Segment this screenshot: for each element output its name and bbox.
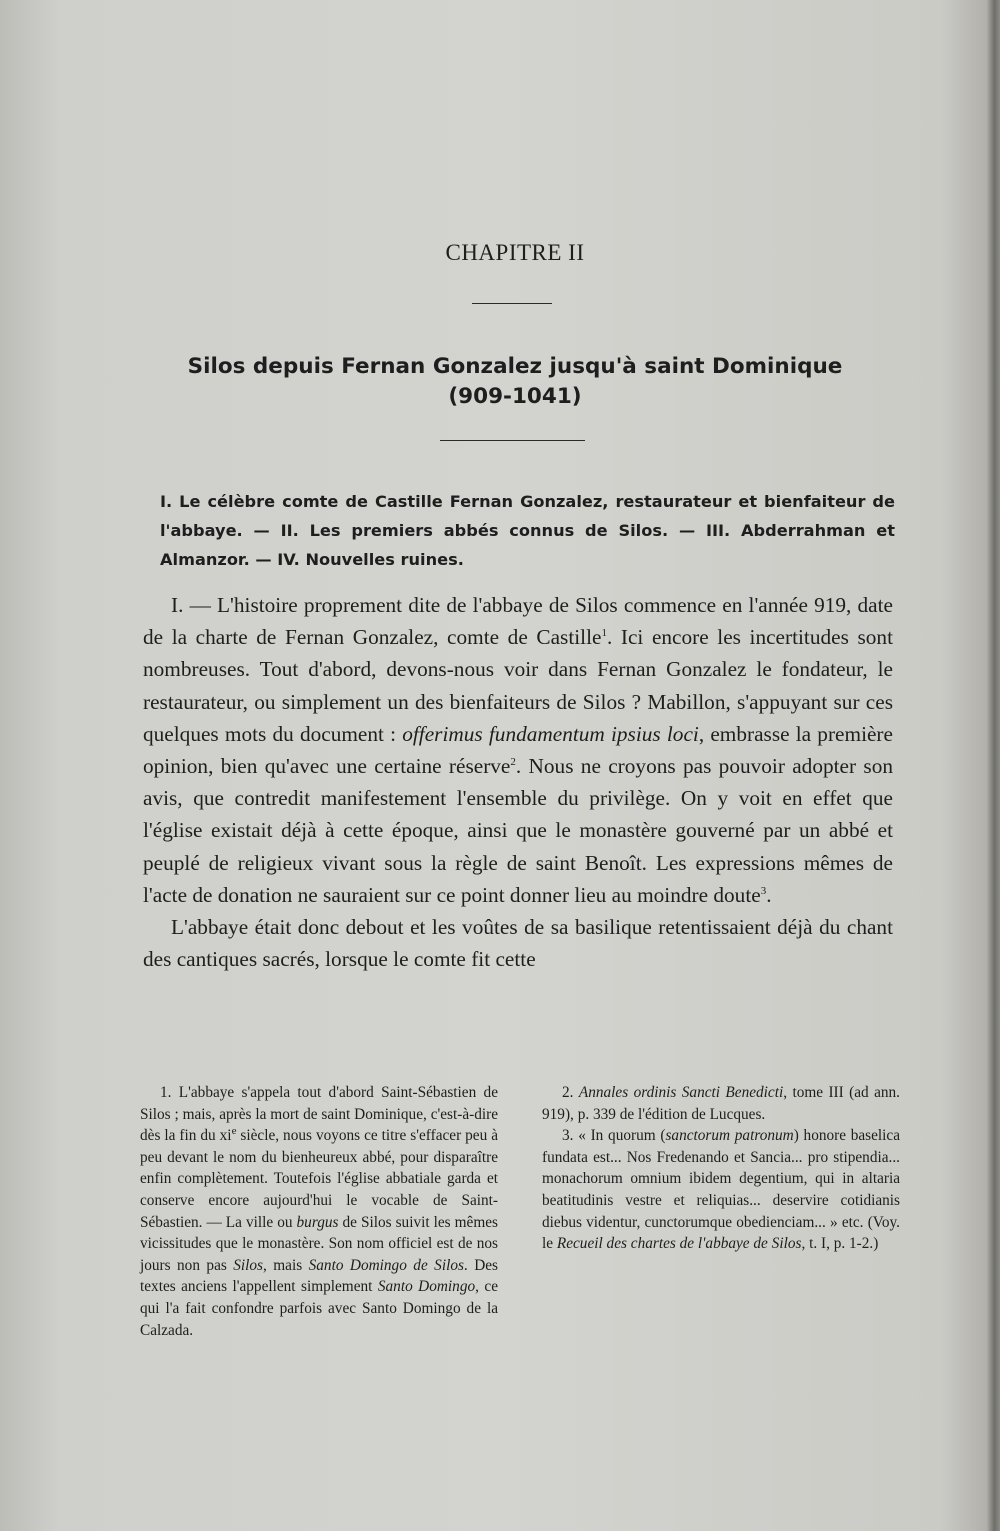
chapter-rule — [472, 303, 552, 304]
footnote-ref-2: 2 — [510, 755, 516, 768]
footnotes-column-right — [542, 1082, 900, 1341]
footnote-text: siècle, nous voyons ce titre s'effacer peu à peu devant le nom du bienheureux abbé, pour disparaître enfin complètement. Toutefois l'église abbatiale garda et conserve encore aujourd'hui le vocable de Saint-Sébastien. — La ville ou — [140, 1127, 498, 1231]
footnote-text: 3. « In quorum ( — [562, 1127, 666, 1145]
footnote-3 — [542, 1125, 900, 1255]
footnote-italic: Santo Domingo — [377, 1278, 476, 1296]
footnote-text: , mais — [263, 1256, 309, 1274]
page-edge-shadow — [986, 0, 1000, 1531]
footnote-text: , t. I, p. 1-2.) — [801, 1235, 879, 1253]
body-text-run: I. — L'histoire proprement dite de l'abbaye de Silos commence en l'année 919, date de la charte de Fernan Gonzalez, comte de Castille — [143, 593, 893, 650]
footnote-ref-3: 3 — [760, 884, 767, 897]
footnote-text: , tome III (ad ann. 919), p. 339 de l'édition de Lucques. — [542, 1084, 900, 1123]
footnotes-column-left — [140, 1082, 498, 1341]
footnote-text: . Des textes anciens l'appellent simplement — [140, 1256, 498, 1296]
footnote-italic: Recueil des chartes de l'abbaye de Silos — [556, 1235, 802, 1253]
footnote-text: , ce qui l'a fait confondre parfois avec Santo Domingo de la Calzada. — [140, 1278, 498, 1339]
footnote-text: de Silos suivit les mêmes vicissitudes que le monastère. Son nom officiel est de nos jours non pas — [140, 1213, 498, 1274]
superscript: e — [231, 1125, 237, 1138]
footnote-italic: burgus — [296, 1213, 339, 1231]
chapter-title-line1: Silos depuis Fernan Gonzalez jusqu'à saint Dominique — [187, 354, 843, 379]
footnote-2 — [542, 1082, 900, 1125]
body-text-run: , embrasse la première opinion, bien qu'avec une certaine réserve — [143, 721, 893, 779]
footnote-italic: Annales ordinis Sancti Benedicti — [578, 1084, 784, 1101]
footnote-italic: Silos — [233, 1256, 264, 1274]
footnote-text: 1. L'abbaye s'appela tout d'abord Saint-Sébastien de Silos ; mais, après la mort de saint Dominique, c'est-à-dire dès la fin du — [140, 1084, 498, 1145]
body-text — [143, 589, 893, 975]
latin-quote: offerimus fundamentum ipsius loci — [402, 721, 699, 746]
title-rule — [440, 440, 585, 441]
body-text-run: . — [766, 882, 772, 907]
chapter-title-dates: (909-1041) — [448, 384, 582, 409]
body-paragraph-1 — [143, 589, 893, 911]
footnote-italic: Santo Domingo de Silos — [308, 1256, 464, 1274]
body-paragraph-2: L'abbaye était donc debout et les voûtes de sa basilique retentissaient déjà du chant des cantiques sacrés, lorsque le comte fit cette — [143, 915, 893, 972]
footnote-italic: sanctorum patronum — [665, 1127, 794, 1145]
footnote-text: ) honore baselica fundata est... Nos Fredenando et Sancia... pro stipendia... monachorum omnium ibidem degentium, qui in altaria beatitudinis vestre et reliquias... deservire cotidianis diebus videntur, cunctorumque obedienciam... » etc. (Voy. le — [542, 1127, 901, 1253]
chapter-summary: I. Le célèbre comte de Castille Fernan Gonzalez, restaurateur et bienfaiteur de l'abbaye. — II. Les premiers abbés connus de Silos. — III. Abderrahman et Almanzor. — IV. Nouvelles ruines. — [160, 492, 895, 569]
chapter-title — [130, 352, 900, 412]
footnote-text: xi — [219, 1127, 232, 1145]
footnotes — [140, 1082, 900, 1341]
body-text-run: . Ici encore les incertitudes sont nombreuses. Tout d'abord, devons-nous voir dans Fernan Gonzalez le fondateur, le restaurateur, ou simplement un des bienfaiteurs de Silos ? Mabillon, s'appuyant sur ces quelques mots du document : — [143, 625, 893, 746]
footnote-1 — [140, 1082, 498, 1341]
chapter-heading: CHAPITRE II — [445, 240, 585, 265]
footnote-ref-1: 1 — [601, 627, 607, 640]
body-text-run: . Nous ne croyons pas pouvoir adopter son avis, que contredit manifestement l'ensemble du privilège. On y voit en effet que l'église existait déjà à cette époque, ainsi que le monastère gouverné par un abbé et peuplé de religieux vivant sous la règle de saint Benoît. Les expressions mêmes de l'acte de donation ne sauraient sur ce point donner lieu au moindre doute — [143, 754, 893, 907]
footnote-text: 2. — [562, 1084, 579, 1101]
